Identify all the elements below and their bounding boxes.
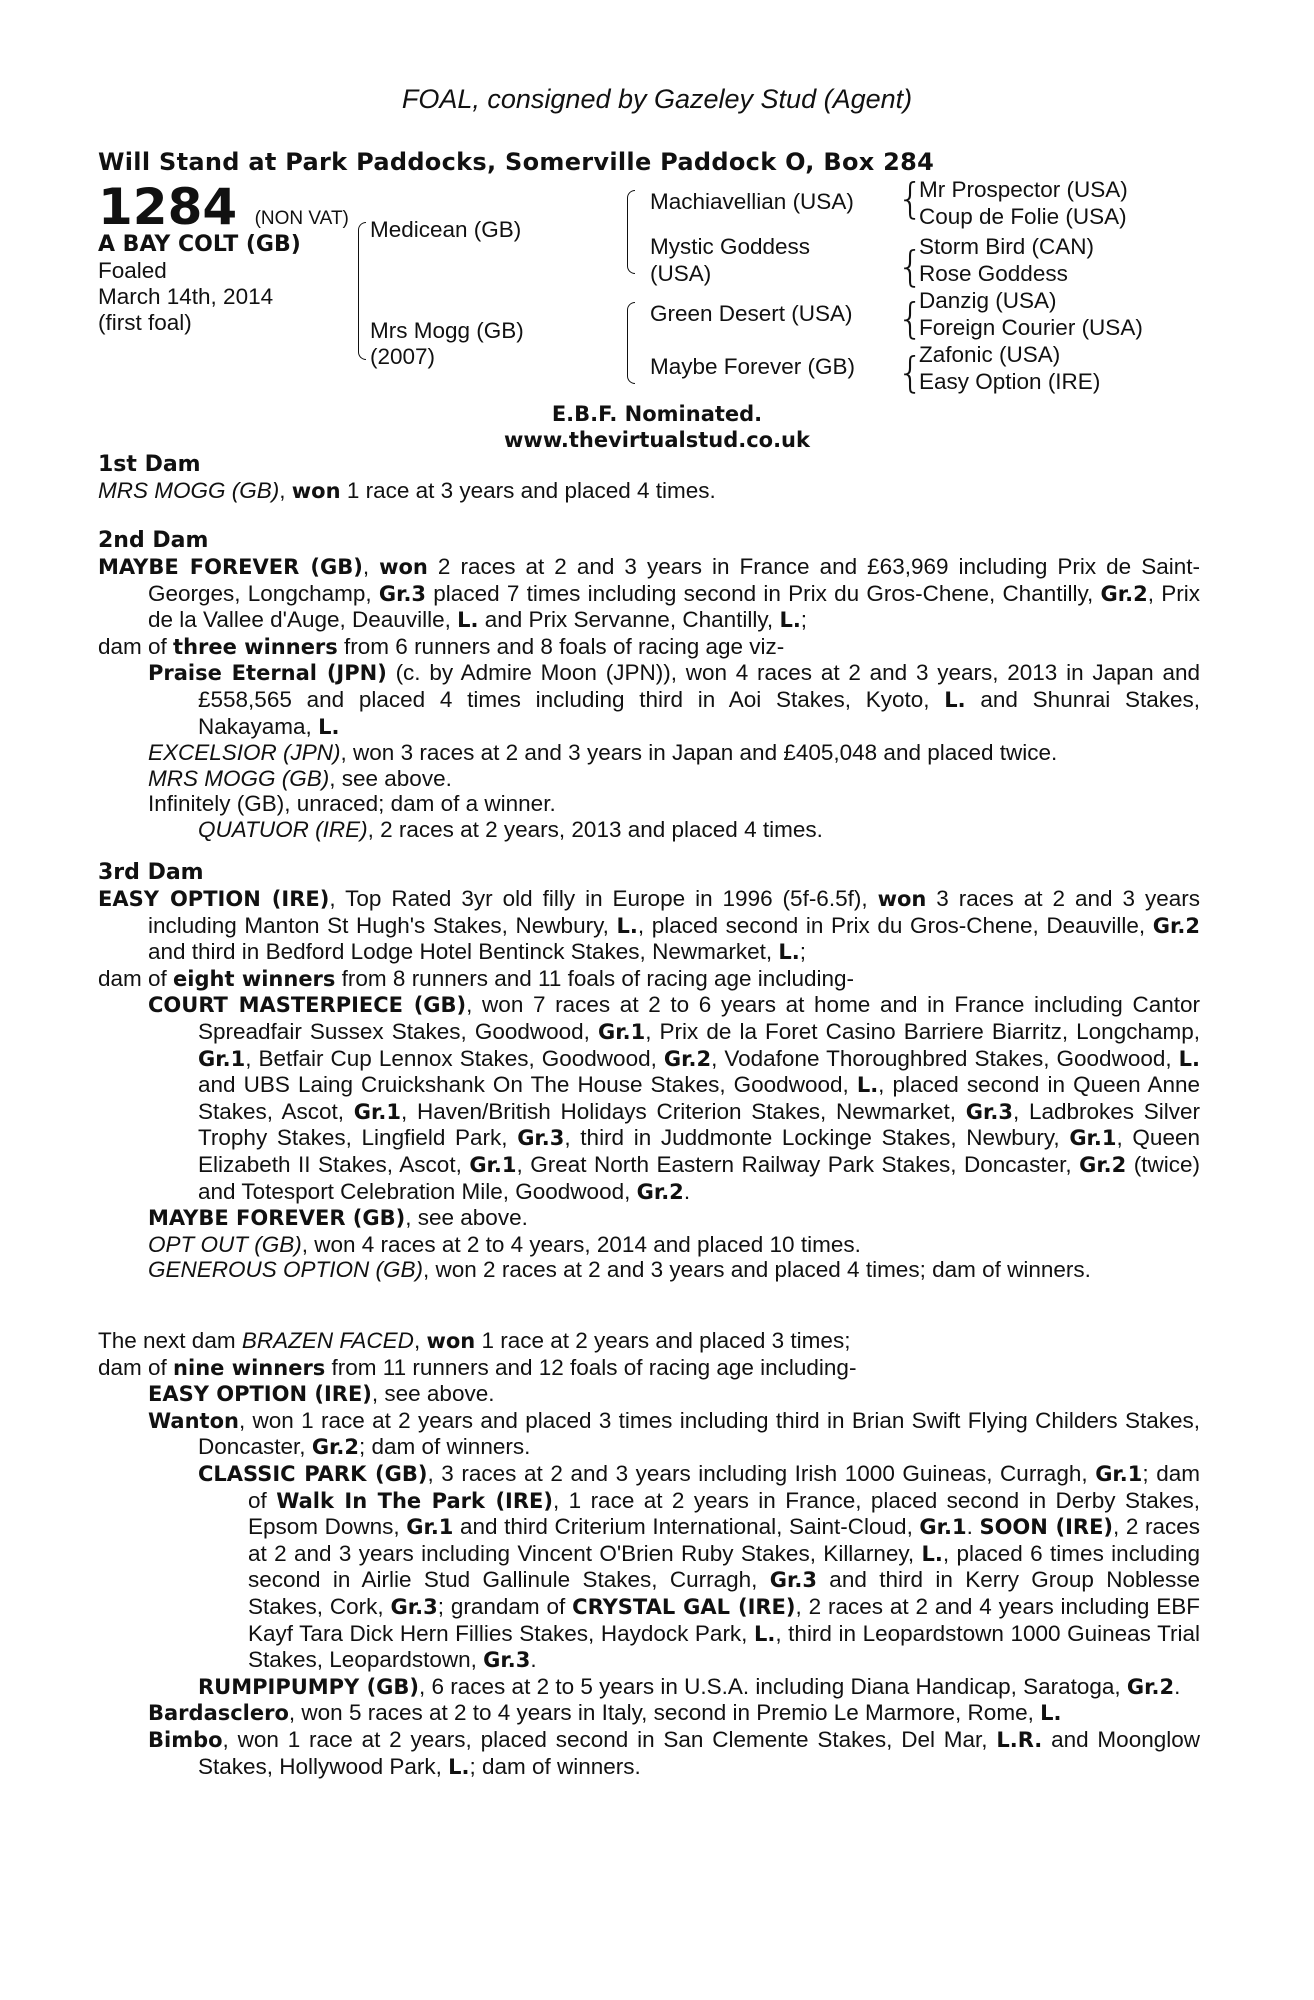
t: , see above. <box>329 765 452 791</box>
t: Gr.1 <box>469 1152 517 1177</box>
produce-rumpipumpy <box>98 1674 1200 1701</box>
foaled-date: March 14th, 2014 <box>98 284 274 309</box>
produce-opt-out <box>98 1232 1200 1258</box>
produce-quatuor <box>98 817 1200 843</box>
t: Gr.1 <box>1095 1461 1143 1486</box>
pedigree-dam-year: (2007) <box>370 344 436 369</box>
produce-excelsior <box>98 740 1200 766</box>
t: Gr.3 <box>378 581 427 606</box>
first-dam-record: 1 race at 3 years and placed 4 times. <box>346 478 716 503</box>
t: GENEROUS OPTION (GB) <box>148 1257 424 1283</box>
t: , won 3 races at 2 and 3 years in Japan and £405,048 and placed twice. <box>340 740 1058 766</box>
t: , won 4 races at 2 to 4 years, 2014 and placed 10 times. <box>301 1231 861 1257</box>
pedigree-brace-dss: { <box>897 294 924 343</box>
next-dam-section <box>98 1328 1200 1780</box>
pedigree-dsd: Foreign Courier (USA) <box>919 315 1143 340</box>
t: . <box>1174 1673 1181 1699</box>
t: . <box>530 1647 537 1673</box>
t: and Shunrai Stakes, Nakayama, <box>198 686 1201 739</box>
t: L. <box>1178 1046 1200 1071</box>
t: Gr.2 <box>1079 1152 1127 1177</box>
pedigree-ssd: Coup de Folie (USA) <box>919 204 1127 229</box>
t: and third in Bedford Lodge Hotel Bentinck Stakes, Newmarket, <box>148 939 779 965</box>
t: ; <box>800 607 808 633</box>
t: , see above. <box>405 1205 528 1231</box>
t: , Betfair Cup Lennox Stakes, Goodwood, <box>245 1045 664 1071</box>
first-dam-section <box>98 452 1200 505</box>
t: , placed second in Prix du Gros-Chene, Deauville, <box>637 912 1153 938</box>
vat-status: (NON VAT) <box>254 208 349 229</box>
t: eight winners <box>173 966 336 991</box>
t: , 2 races at 2 years, 2013 and placed 4 times. <box>367 816 823 842</box>
t: L.R. <box>996 1727 1043 1752</box>
first-dam-heading: 1st Dam <box>98 452 201 477</box>
t: nine winners <box>173 1355 326 1380</box>
consignment-header: FOAL, consigned by Gazeley Stud (Agent) <box>401 84 913 114</box>
t: and Prix Servanne, Chantilly, <box>478 607 780 633</box>
t: and UBS Laing Cruickshank On The House Stakes, Goodwood, <box>198 1072 857 1098</box>
second-dam-produce-summary <box>98 634 1200 661</box>
website: www.thevirtualstud.co.uk <box>504 428 810 452</box>
pedigree-brace-sds: { <box>897 242 924 291</box>
t: Gr.1 <box>353 1099 401 1124</box>
t: and Moonglow Stakes, Hollywood Park, <box>198 1726 1200 1779</box>
t: , placed 6 times including second in Airlie Stud Gallinule Stakes, Curragh, <box>248 1540 1200 1593</box>
pedigree-dss: Danzig (USA) <box>919 288 1057 313</box>
t: , Prix de la Vallee d'Auge, Deauville, <box>148 580 1200 633</box>
t: L. <box>779 608 801 633</box>
pedigree-dds: Zafonic (USA) <box>919 342 1061 367</box>
t: Gr.3 <box>769 1568 817 1593</box>
t: , third in Juddmonte Lockinge Stakes, Newbury, <box>564 1125 1070 1151</box>
pedigree-dam-sire: Green Desert (USA) <box>650 301 853 326</box>
pedigree-sire: Medicean (GB) <box>370 217 522 242</box>
pedigree-sdd: Rose Goddess <box>919 261 1068 286</box>
t: , 2 races at 2 and 3 years including Vincent O'Brien Ruby Stakes, Killarney, <box>248 1514 1200 1566</box>
t: , Ladbrokes Silver Trophy Stakes, Lingfield Park, <box>198 1098 1201 1151</box>
pedigree-sire-dam-line2: (USA) <box>650 261 712 286</box>
t: ; dam of <box>248 1460 1200 1513</box>
third-dam-heading: 3rd Dam <box>98 860 204 885</box>
t: , third in Leopardstown 1000 Guineas Trial Stakes, Leopardstown, <box>248 1620 1200 1673</box>
t: ; <box>799 939 806 965</box>
t: 1 race at 2 years and placed 3 times; <box>475 1328 851 1353</box>
first-dam-name: MRS MOGG (GB) <box>98 478 280 503</box>
produce-generous-option <box>98 1257 1200 1283</box>
pedigree-dam-dam: Maybe Forever (GB) <box>650 354 856 379</box>
produce-wanton <box>98 1408 1200 1461</box>
second-dam-section <box>98 528 1200 843</box>
t: L. <box>318 714 340 739</box>
t: dam of <box>98 1354 174 1380</box>
t: EASY OPTION (IRE) <box>98 887 330 911</box>
t: COURT MASTERPIECE (GB) <box>148 993 467 1018</box>
stand-location: Will Stand at Park Paddocks, Somerville Paddock O, Box 284 <box>98 148 935 176</box>
pedigree-brace-dds: { <box>897 348 924 397</box>
t: Gr.2 <box>311 1435 360 1460</box>
t: won <box>426 1329 476 1353</box>
t: Gr.2 <box>663 1046 712 1071</box>
t: from 8 runners and 11 foals of racing age including- <box>335 965 855 991</box>
t: won <box>379 555 428 579</box>
t: Gr.2 <box>1100 581 1148 606</box>
foaled-label: Foaled <box>98 258 167 283</box>
t: ; dam of winners. <box>469 1753 641 1779</box>
produce-bardasclero <box>98 1700 1200 1727</box>
second-dam-heading: 2nd Dam <box>98 528 209 553</box>
produce-infinitely <box>98 791 1200 817</box>
t: MAYBE FOREVER (GB) <box>148 1206 406 1231</box>
produce-praise-eternal <box>98 660 1200 740</box>
t: Gr.2 <box>1126 1674 1175 1699</box>
t: ; dam of winners. <box>359 1434 531 1460</box>
t: 3 races at 2 and 3 years including Manton St Hugh's Stakes, Newbury, <box>148 886 1200 938</box>
t: L. <box>457 608 479 633</box>
pedigree-sire-dam-line1: Mystic Goddess <box>650 234 811 259</box>
t: . <box>966 1514 980 1540</box>
t: 2 races at 2 and 3 years in France and £63,969 including Prix de Saint-Georges, Longchamp, <box>148 554 1200 606</box>
produce-court-masterpiece <box>98 992 1200 1205</box>
t: , Vodafone Thoroughbred Stakes, Goodwood, <box>711 1045 1179 1071</box>
t: placed 7 times including second in Prix du Gros-Chene, Chantilly, <box>426 580 1101 606</box>
t: , <box>362 554 380 579</box>
third-dam-section <box>98 860 1200 1283</box>
t: SOON (IRE) <box>979 1515 1114 1540</box>
t: won <box>877 887 927 911</box>
produce-easy-option <box>98 1381 1200 1408</box>
t: L. <box>448 1754 470 1779</box>
t: CLASSIC PARK (GB) <box>198 1461 428 1486</box>
t: L. <box>1040 1701 1062 1726</box>
lot-number <box>98 178 349 236</box>
t: BRAZEN FACED <box>241 1328 414 1353</box>
t: Gr.1 <box>598 1019 646 1044</box>
second-dam-name: MAYBE FOREVER (GB) <box>98 555 363 579</box>
pedigree-bracket-gen1 <box>358 222 366 360</box>
t: , see above. <box>371 1381 495 1407</box>
pedigree-bracket-dam <box>627 302 635 384</box>
ebf-nominated: E.B.F. Nominated. <box>551 402 763 426</box>
t: , <box>413 1328 427 1353</box>
t: Gr.3 <box>517 1126 565 1151</box>
t: , placed second in Queen Anne Stakes, Ascot, <box>198 1072 1200 1124</box>
foal-note: (first foal) <box>98 310 192 335</box>
t: Praise Eternal (JPN) <box>148 661 387 686</box>
t: Gr.2 <box>1152 913 1200 938</box>
t: (c. by Admire Moon (JPN)), won 4 races at 2 and 3 years, 2013 in Japan and £558,565 and placed 4 times including third in Aoi Stakes, Kyoto, <box>198 660 1200 712</box>
t: ; grandam of <box>437 1593 573 1619</box>
t: L. <box>921 1541 943 1566</box>
t: L. <box>754 1621 776 1646</box>
t: Gr.1 <box>406 1515 454 1540</box>
t: , Prix de la Foret Casino Barriere Biarritz, Longchamp, <box>645 1018 1200 1044</box>
produce-bimbo <box>98 1727 1200 1780</box>
t: Bimbo <box>148 1727 223 1752</box>
lot-title: A BAY COLT (GB) <box>98 232 301 257</box>
t: , won 1 race at 2 years and placed 3 times including third in Brian Swift Flying Childers Stakes, Doncaster, <box>198 1407 1200 1460</box>
pedigree-dam-name: Mrs Mogg (GB) <box>370 318 524 343</box>
pedigree-sds: Storm Bird (CAN) <box>919 234 1095 259</box>
next-dam-entry <box>98 1328 1200 1355</box>
t: , won 5 races at 2 to 4 years in Italy, second in Premio Le Marmore, Rome, <box>288 1700 1041 1726</box>
t: from 6 runners and 8 foals of racing age viz- <box>337 633 785 659</box>
t: MRS MOGG (GB) <box>148 765 330 791</box>
t: Gr.3 <box>965 1099 1013 1124</box>
t: , won 1 race at 2 years, placed second in San Clemente Stakes, Del Mar, <box>222 1726 997 1752</box>
pedigree-sss: Mr Prospector (USA) <box>919 177 1128 202</box>
t: dam of <box>98 965 174 991</box>
t: , 1 race at 2 years in France, placed second in Derby Stakes, Epsom Downs, <box>248 1487 1200 1540</box>
t: OPT OUT (GB) <box>148 1231 302 1257</box>
pedigree-ddd: Easy Option (IRE) <box>919 369 1101 394</box>
t: Gr.3 <box>483 1648 531 1673</box>
first-dam-won: won <box>291 479 341 503</box>
t: Wanton <box>148 1408 239 1433</box>
t: Bardasclero <box>148 1701 289 1726</box>
t: , Haven/British Holidays Criterion Stakes, Newmarket, <box>400 1098 966 1124</box>
next-dam-produce-summary <box>98 1355 1200 1382</box>
t: L. <box>778 940 800 965</box>
t: , Great North Eastern Railway Park Stakes, Doncaster, <box>516 1151 1080 1177</box>
pedigree-bracket-sire <box>627 190 635 274</box>
t: and third Criterium International, Saint-Cloud, <box>453 1514 920 1540</box>
t: EASY OPTION (IRE) <box>148 1382 372 1407</box>
t: L. <box>856 1073 879 1098</box>
t: , 3 races at 2 and 3 years including Irish 1000 Guineas, Curragh, <box>427 1460 1096 1486</box>
t: L. <box>944 687 966 712</box>
t: CRYSTAL GAL (IRE) <box>572 1594 796 1619</box>
t: from 11 runners and 12 foals of racing age including- <box>325 1354 857 1380</box>
t: (twice) and Totesport Celebration Mile, Goodwood, <box>198 1151 1201 1204</box>
pedigree-brace-sss: { <box>897 174 924 223</box>
t: , Queen Elizabeth II Stakes, Ascot, <box>198 1125 1200 1177</box>
t: , 2 races at 2 and 4 years including EBF Kayf Tara Dick Hern Fillies Stakes, Haydock Park, <box>248 1593 1200 1646</box>
t: . <box>683 1178 691 1204</box>
t: dam of <box>98 633 174 659</box>
t: Infinitely (GB), unraced; dam of a winner. <box>148 791 556 817</box>
t: EXCELSIOR (JPN) <box>148 740 341 766</box>
t: , won 2 races at 2 and 3 years and placed 4 times; dam of winners. <box>423 1257 1091 1283</box>
t: Gr.1 <box>1069 1126 1117 1151</box>
t: Gr.1 <box>198 1046 246 1071</box>
produce-maybe-forever <box>98 1205 1200 1232</box>
third-dam-entry <box>98 886 1200 966</box>
t: Gr.1 <box>919 1515 967 1540</box>
t: and third in Kerry Group Noblesse Stakes, Cork, <box>248 1567 1201 1619</box>
second-dam-entry <box>98 554 1200 634</box>
t: three winners <box>173 634 338 659</box>
t: , Top Rated 3yr old filly in Europe in 1996 (5f-6.5f), <box>329 886 878 911</box>
t: L. <box>616 913 638 938</box>
t: Gr.3 <box>390 1594 438 1619</box>
lot-number-value: 1284 <box>98 178 238 236</box>
t: QUATUOR (IRE) <box>198 816 368 842</box>
pedigree-sire-sire: Machiavellian (USA) <box>650 189 854 214</box>
t: , won 7 races at 2 to 6 years at home and in France including Cantor Spreadfair Sussex Stakes, Goodwood, <box>198 992 1200 1044</box>
first-dam-text: MRS MOGG (GB), won 1 race at 3 years and placed 4 times. <box>98 478 716 503</box>
produce-mrs-mogg <box>98 766 1200 792</box>
t: RUMPIPUMPY (GB) <box>198 1674 420 1699</box>
t: The next dam <box>98 1328 242 1353</box>
t: Gr.2 <box>636 1179 684 1204</box>
t: , 6 races at 2 to 5 years in U.S.A. including Diana Handicap, Saratoga, <box>419 1673 1127 1699</box>
third-dam-produce-summary <box>98 966 1200 993</box>
produce-classic-park <box>98 1461 1200 1674</box>
t: Walk In The Park (IRE) <box>276 1488 553 1513</box>
